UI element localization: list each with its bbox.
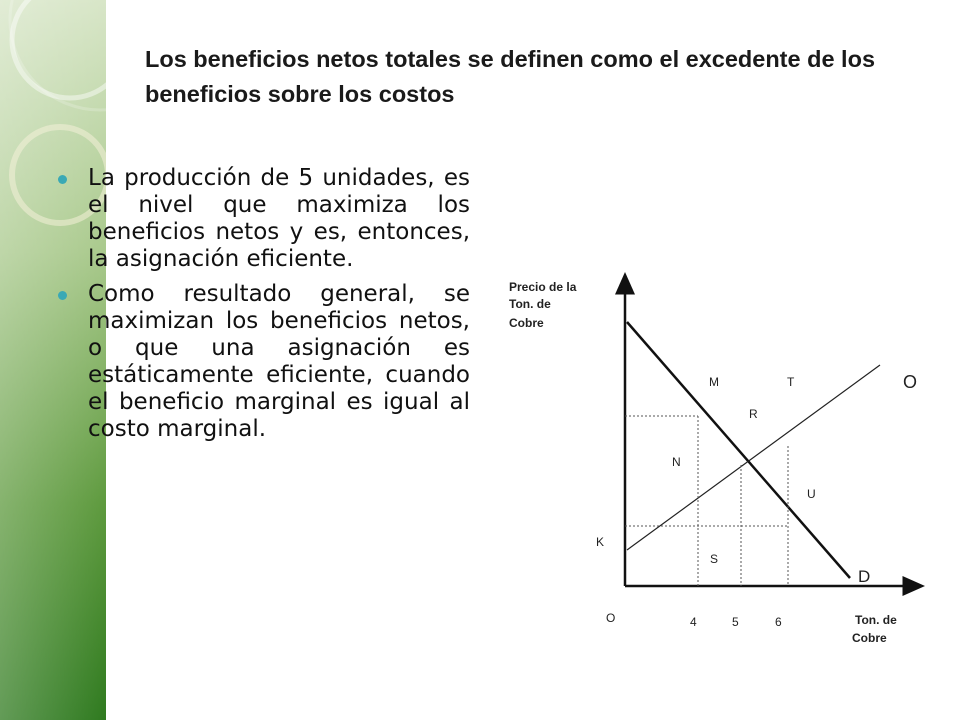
demand-label: D bbox=[858, 567, 871, 586]
supply-label: O bbox=[903, 372, 918, 392]
demand-curve bbox=[627, 322, 850, 578]
origin-label: O bbox=[606, 611, 616, 625]
region-label-k: K bbox=[596, 535, 605, 549]
y-axis-label-line1: Precio de la bbox=[509, 280, 577, 294]
bullet-text: Como resultado general, se maximizan los beneficios netos, o que una asignación es estáticamente eficiente, cuando el beneficio marginal es igual al costo marginal. bbox=[88, 281, 470, 442]
y-axis-label-line2: Ton. de bbox=[509, 297, 551, 311]
x-tick-4: 4 bbox=[690, 615, 697, 629]
bullet-text: La producción de 5 unidades, es el nivel que maximiza los beneficios netos y es, entonces, la asignación eficiente. bbox=[88, 165, 470, 272]
x-axis-label-line2: Cobre bbox=[852, 631, 887, 645]
slide-title: Los beneficios netos totales se definen como el excedente de los beneficios sobre los costos bbox=[145, 46, 876, 107]
x-tick-6: 6 bbox=[775, 615, 782, 629]
supply-curve bbox=[627, 365, 880, 550]
x-tick-5: 5 bbox=[732, 615, 739, 629]
region-label-m: M bbox=[709, 375, 719, 389]
region-label-u: U bbox=[807, 487, 816, 501]
x-axis-label-line1: Ton. de bbox=[855, 613, 897, 627]
region-label-s: S bbox=[710, 552, 719, 566]
region-label-n: N bbox=[672, 455, 681, 469]
y-axis-label-line3: Cobre bbox=[509, 316, 544, 330]
region-label-t: T bbox=[787, 375, 795, 389]
region-label-r: R bbox=[749, 407, 758, 421]
